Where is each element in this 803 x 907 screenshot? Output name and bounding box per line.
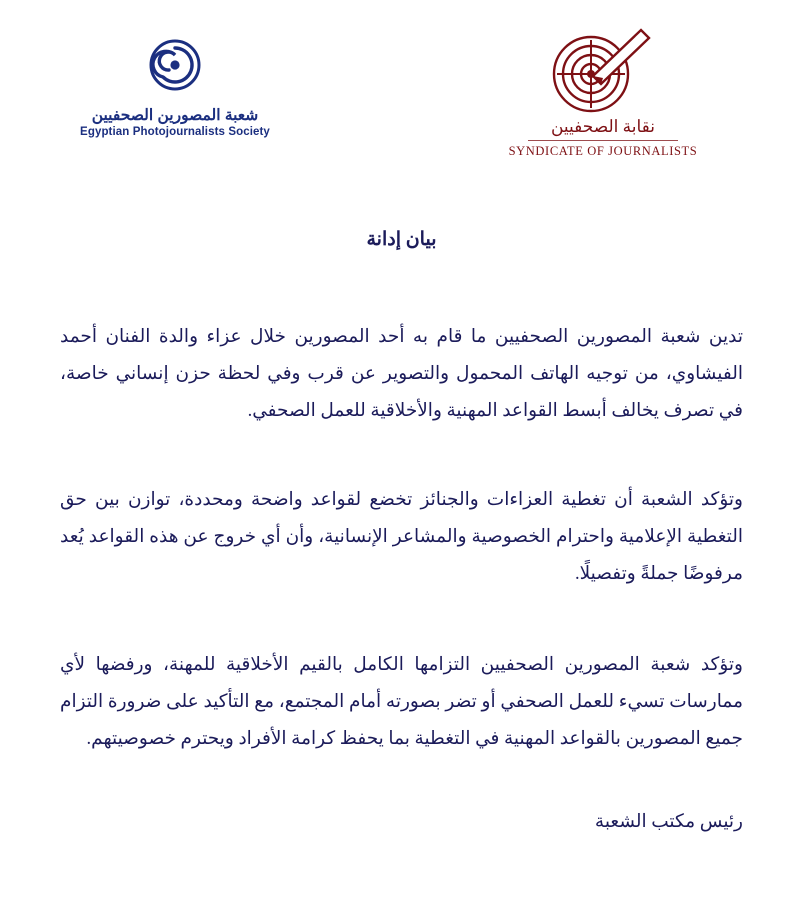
paragraph-2: وتؤكد الشعبة أن تغطية العزاءات والجنائز تخضع لقواعد واضحة ومحددة، توازن بين حق التغطية الإعلامية واحترام الخصوصية والمشاعر الإنسانية، وأن أي خروج عن هذه القواعد يُعد مرفوضًا جملةً وتفصيلًا. <box>60 490 743 584</box>
spiral-camera-aperture-icon <box>148 38 202 92</box>
right-logo-name-ar: نقابة الصحفيين <box>550 117 656 136</box>
document-header <box>0 0 803 190</box>
journalist-pen-target-icon <box>547 28 659 114</box>
left-logo-name-en: Egyptian Photojournalists Society <box>80 126 270 139</box>
egyptian-photojournalists-society-logo <box>60 38 290 138</box>
syndicate-of-journalists-logo <box>478 28 728 159</box>
spacer <box>56 430 747 482</box>
paragraph-1: تدين شعبة المصورين الصحفيين ما قام به أحد المصورين خلال عزاء والدة الفنان أحمد الفيشاوي، من توجيه الهاتف المحمول والتصوير عن قرب وفي لحظة حزن إنساني خاصة، في تصرف يخالف أبسط القواعد المهنية والأخلاقية للعمل الصحفي. <box>60 327 743 421</box>
signature-line: رئيس مكتب الشعبة <box>594 812 743 832</box>
spacer <box>56 593 747 647</box>
right-logo-name-en: SYNDICATE OF JOURNALISTS <box>508 143 698 158</box>
document-body <box>0 228 803 839</box>
spacer <box>56 251 747 319</box>
logo-divider <box>528 140 678 141</box>
paragraph-3: وتؤكد شعبة المصورين الصحفيين التزامها الكامل بالقيم الأخلاقية للمهنة، ورفضها لأي ممارسات تسيء للعمل الصحفي أو تضر بصورته أمام المجتمع، مع التأكيد على ضرورة التزام جميع المصورين بالقواعد المهنية في التغطية بما يحفظ كرامة الأفراد ويحترم خصوصيتهم. <box>60 655 743 749</box>
page-title: بيان إدانة <box>366 229 437 250</box>
left-logo-name-ar: شعبة المصورين الصحفيين <box>91 107 259 124</box>
spacer <box>56 758 747 806</box>
